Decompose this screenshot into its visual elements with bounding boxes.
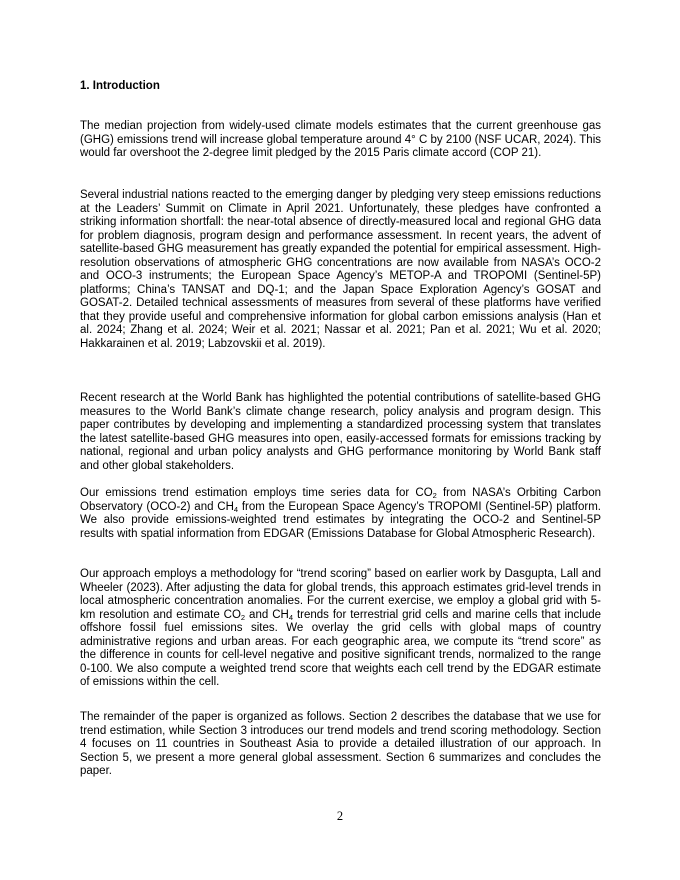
- paragraph-projection: The median projection from widely-used climate models estimates that the current greenhouse gas (GHG) emissions trend will increase global temperature around 4° C by 2100 (NSF UCAR, 2024). This would far overshoot the 2-degree limit pledged by the 2015 Paris climate accord (COP 21).: [80, 120, 601, 159]
- paragraph-data-sources: [80, 487, 601, 541]
- page-number: 2: [336, 809, 344, 823]
- paragraph-text: from the European Space Agency’s TROPOMI (Sentinel-5P) platform. We also provide emissions-weighted trend estimates by integrating the OCO-2 and Sentinel-5P results with spatial information from EDGAR (Emissions Database for Global Atmospheric Research).: [80, 500, 601, 540]
- paragraph-text: Our approach employs a methodology for “trend scoring” based on earlier work by Dasgupta, Lall and Wheeler (2023). After adjusting the data for global trends, this approach estimates grid-level trends in local atmospheric concentration anomalies. For the current exercise, we employ a global grid with 5-km resolution and estimate CO: [80, 568, 601, 621]
- section-heading: 1. Introduction: [80, 80, 160, 92]
- subscript: 2: [240, 612, 246, 622]
- subscript: 4: [233, 504, 239, 514]
- paragraph-text: and CH: [245, 608, 289, 621]
- paragraph-text: Our emissions trend estimation employs time series data for CO: [80, 487, 433, 499]
- paragraph-methodology: [80, 568, 601, 690]
- paragraph-text: trends for terrestrial grid cells and marine cells that include offshore fossil fuel emissions sites. We overlay the grid cells with global maps of country administrative regions and urban areas. For each geographic area, we compute its “trend score” as the difference in counts for cell-level negative and positive significant trends, normalized to the range 0-100. We also compute a weighted trend score that weights each cell trend by the EDGAR estimate of emissions within the cell.: [80, 608, 602, 688]
- subscript: 4: [288, 612, 293, 622]
- paragraph-text: from NASA’s Orbiting Carbon Observatory (OCO-2) and CH: [80, 487, 601, 513]
- paragraph-organization: The remainder of the paper is organized as follows. Section 2 describes the database that we use for trend estimation, while Section 3 introduces our trend models and trend scoring methodology. Section 4 focuses on 11 countries in Southeast Asia to provide a detailed illustration of our approach. In Section 5, we present a more general global assessment. Section 6 summarizes and concludes the paper.: [80, 711, 601, 777]
- paragraph-pledges: Several industrial nations reacted to the emerging danger by pledging very steep emissions reductions at the Leaders’ Summit on Climate in April 2021. Unfortunately, these pledges have confronted a striking information shortfall: the near-total absence of directly-measured local and regional GHG data for problem diagnosis, program design and performance assessment. In recent years, the advent of satellite-based GHG measurement has greatly expanded the potential for empirical assessment. High-resolution observations of atmospheric GHG concentrations are now available from NASA’s OCO-2 and OCO-3 instruments; the European Space Agency’s METOP-A and TROPOMI (Sentinel-5P) platforms; China’s TANSAT and DQ-1; and the Japan Space Exploration Agency’s GOSAT and GOSAT-2. Detailed technical assessments of measures from several of these platforms have verified that they provide useful and comprehensive information for global carbon emissions analysis (Han et al. 2024; Zhang et al. 2024; Weir et al. 2021; Nassar et al. 2021; Pan et al. 2021; Wu et al. 2020; Hakkarainen et al. 2019; Labzovskii et al. 2019).: [80, 189, 601, 350]
- paragraph-world-bank: Recent research at the World Bank has highlighted the potential contributions of satellite-based GHG measures to the World Bank’s climate change research, policy analysis and program design. This paper contributes by developing and implementing a standardized processing system that translates the latest satellite-based GHG measures into open, easily-accessed formats for emissions tracking by national, regional and urban policy analysts and GHG performance monitoring by World Bank staff and other global stakeholders.: [80, 392, 601, 472]
- subscript: 2: [432, 491, 437, 500]
